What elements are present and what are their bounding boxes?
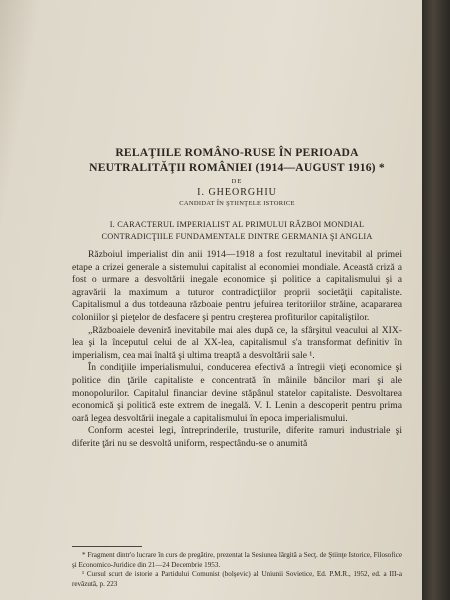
section-line-1: I. CARACTERUL IMPERIALIST AL PRIMULUI RĂZBOI MONDIAL: [109, 220, 365, 229]
section-heading: [72, 219, 402, 243]
author-title: CANDIDAT ÎN ŞTIINŢELE ISTORICE: [179, 200, 295, 207]
paragraph-4: Conform acestei legi, întreprinderile, trusturile, diferite ramuri industriale şi diferite ţări nu se desvoltă uniform, respectându-se o anumită: [72, 425, 402, 449]
article-title: [72, 145, 402, 175]
section-line-2: CONTRADICŢIILE FUNDAMENTALE DINTRE GERMANIA ŞI ANGLIA: [101, 232, 373, 241]
footnotes: [72, 546, 402, 589]
footnote-divider: [72, 546, 142, 547]
article-body: [72, 145, 402, 451]
byline-de: DE: [231, 178, 243, 185]
title-line-2: NEUTRALITĂŢII ROMÂNIEI (1914—AUGUST 1916) *: [89, 161, 385, 174]
footnote-1: * Fragment dintr'o lucrare în curs de pregătire, prezentat la Sesiunea lărgită a Secţ. de Ştiinţe Istorice, Filosofice şi Economico-Juridice din 21—24 Decembrie 1953.: [72, 551, 402, 569]
footnote-2: ¹ Cursul scurt de istorie a Partidului Comunist (bolşevic) al Uniunii Sovietice, Ed. P.M.R., 1952, ed. a III-a revăzută, p. 223: [72, 570, 402, 588]
paragraph-2: „Războaiele devenirǎ inevitabile mai ales după ce, la sfârşitul veacului al XIX-lea şi la începutul celui de al XX-lea, capitalismul s'a transformat definitiv în imperialism, cea mai înaltă şi ultima treaptă a desvoltării sale ¹.: [72, 324, 402, 361]
paragraph-3: În condiţiile imperialismului, conducerea efectivă a întregii vieţi economice şi politice din ţările capitaliste e concentrată în mâinile băncilor mari şi ale monopolurilor. Capitalul financiar devine stăpânul statelor capitaliste. Desvoltarea economică şi politică este extrem de inegală. V. I. Lenin a descoperit pentru prima oară legea desvoltării inegale a capitalismului în epoca imperialismului.: [72, 362, 402, 424]
author-name: I. GHEORGHIU: [197, 187, 277, 198]
book-spine-edge: [422, 0, 450, 600]
paragraph-1: Războiul imperialist din anii 1914—1918 a fost rezultatul inevitabil al primei etape a crizei generale a sistemului capitalist al economiei mondiale. Această criză a fost o urmare a desvoltării inegale economice şi politice a capitalismului şi a agravării la maximum a tuturor contradicţiilor proprii societăţii capitaliste. Capitalismul a dus totdeauna războaie pentru jefuirea teritoriilor străine, acapararea coloniilor şi pieţelor de desfacere şi pentru creşterea profiturilor capitaliştilor.: [72, 249, 402, 323]
title-line-1: RELAŢIILE ROMÂNO-RUSE ÎN PERIOADA: [115, 146, 359, 159]
